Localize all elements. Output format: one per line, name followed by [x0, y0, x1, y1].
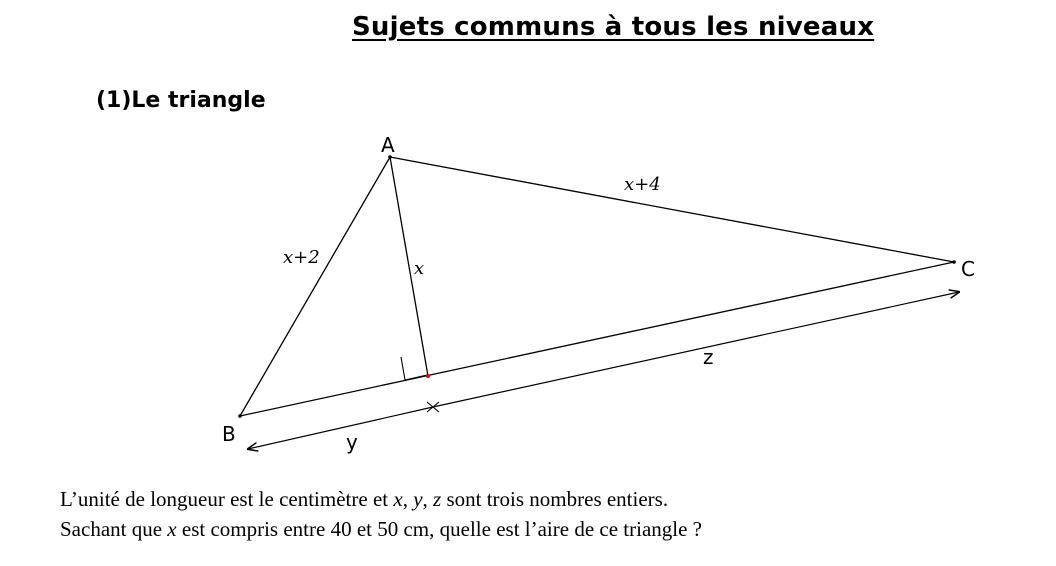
page-title: Sujets communs à tous les niveaux	[352, 12, 875, 42]
vertex-c-label: C	[961, 257, 975, 281]
dimension-z-arrow	[433, 292, 959, 407]
edge-ac-label: x+4	[624, 174, 661, 195]
vertex-a-label: A	[381, 133, 395, 157]
edge-bc	[240, 262, 954, 416]
edge-ab	[240, 157, 390, 416]
vertex-b-label: B	[222, 422, 236, 446]
height-label: x	[414, 258, 425, 279]
edge-ab-label: x+2	[283, 247, 320, 268]
vertex-b-point	[238, 414, 242, 418]
foot-point	[426, 374, 430, 378]
section-heading: (1)Le triangle	[96, 88, 266, 113]
vertex-c-point	[952, 260, 956, 264]
dimension-y-label: y	[346, 430, 358, 454]
problem-statement	[60, 484, 702, 544]
dimension-z-label: z	[703, 345, 714, 369]
statement-line-1: L’unité de longueur est le centimètre et x, y, z sont trois nombres entiers.	[60, 487, 669, 511]
dimension-split-mark	[427, 402, 439, 412]
dimension-y-arrow	[248, 407, 433, 449]
edge-ac	[390, 157, 954, 262]
statement-line-2: Sachant que x est compris entre 40 et 50 cm, quelle est l’aire de ce triangle ?	[60, 517, 702, 541]
